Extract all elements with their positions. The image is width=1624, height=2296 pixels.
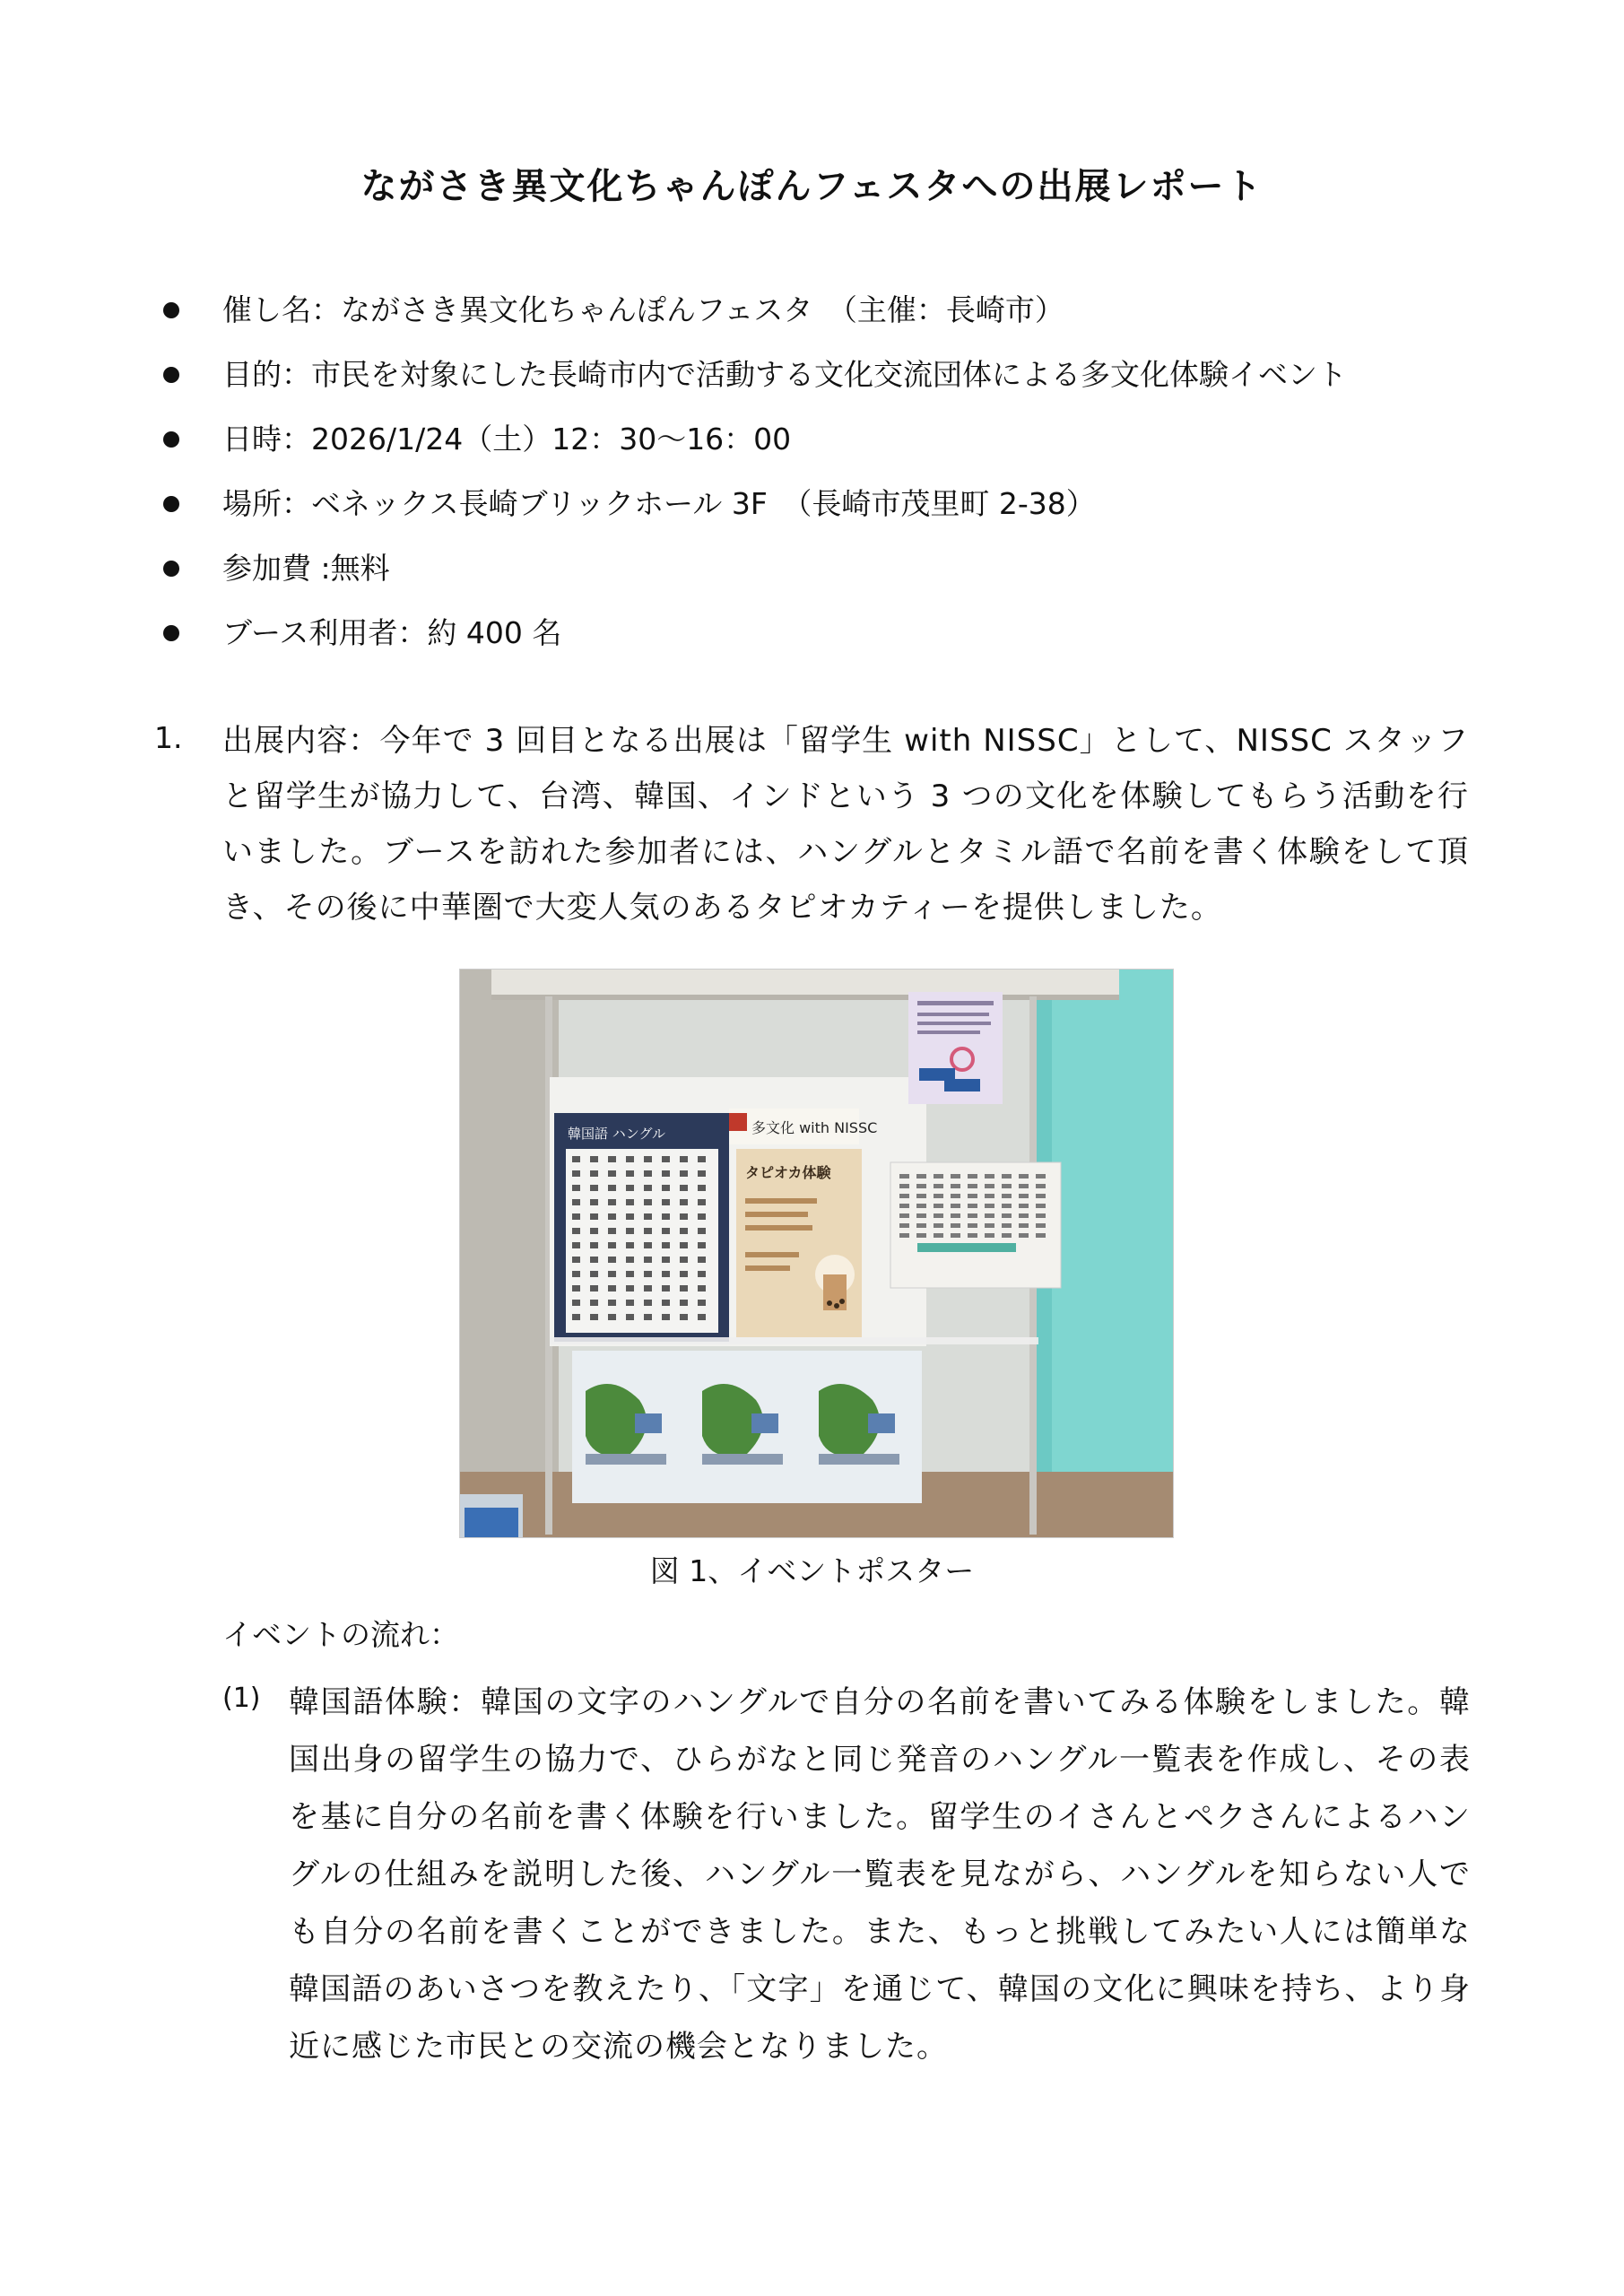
hangul-cell (698, 1271, 706, 1277)
tamil-cell (968, 1204, 977, 1208)
hangul-cell (680, 1185, 688, 1191)
tamil-cell (985, 1184, 994, 1188)
tapioca-poster (729, 1109, 877, 1337)
tamil-cell (934, 1174, 943, 1178)
hangul-cell (680, 1199, 688, 1205)
hangul-cell (698, 1300, 706, 1306)
hangul-cell (626, 1156, 634, 1162)
hangul-cell (608, 1185, 616, 1191)
hangul-cell (680, 1213, 688, 1220)
tamil-cell (934, 1233, 943, 1238)
hangul-cell (698, 1213, 706, 1220)
tamil-cell (985, 1213, 994, 1218)
hangul-cell (626, 1242, 634, 1248)
hangul-cell (608, 1170, 616, 1177)
hangul-cell (680, 1257, 688, 1263)
hangul-cell (608, 1228, 616, 1234)
tamil-cell (1002, 1223, 1012, 1228)
tamil-cell (934, 1204, 943, 1208)
tamil-cell (1002, 1204, 1012, 1208)
hangul-cell (572, 1156, 580, 1162)
tamil-cell (934, 1184, 943, 1188)
tamil-cell (951, 1194, 960, 1198)
hangul-cell (698, 1242, 706, 1248)
hangul-cell (572, 1185, 580, 1191)
hangul-cell (644, 1300, 652, 1306)
tamil-cell (1036, 1184, 1046, 1188)
hangul-cell (662, 1170, 670, 1177)
hangul-cell (644, 1314, 652, 1320)
tamil-cell (951, 1233, 960, 1238)
hangul-cell (644, 1228, 652, 1234)
event-fee: 参加費 :無料 (222, 551, 390, 586)
hangul-cell (572, 1285, 580, 1292)
hangul-cell (644, 1185, 652, 1191)
hangul-cell (590, 1300, 598, 1306)
hangul-cell (608, 1199, 616, 1205)
tamil-cell (934, 1194, 943, 1198)
tamil-cell (1002, 1213, 1012, 1218)
tamil-cell (1036, 1174, 1046, 1178)
tamil-cell (1002, 1233, 1012, 1238)
hangul-cell (680, 1156, 688, 1162)
hangul-cell (572, 1213, 580, 1220)
tamil-cell (1036, 1213, 1046, 1218)
hangul-cell (608, 1285, 616, 1292)
tamil-cell (951, 1204, 960, 1208)
hangul-cell (662, 1300, 670, 1306)
hangul-cell (662, 1213, 670, 1220)
tamil-cell (916, 1184, 926, 1188)
tamil-cell (951, 1174, 960, 1178)
hangul-cell (680, 1242, 688, 1248)
hangul-cell (680, 1285, 688, 1292)
hangul-cell (626, 1170, 634, 1177)
hangul-cell (698, 1199, 706, 1205)
event-attendance: ブース利用者：約 400 名 (222, 615, 562, 650)
hangul-cell (572, 1257, 580, 1263)
hangul-cell (698, 1314, 706, 1320)
hangul-cell (662, 1314, 670, 1320)
tamil-cell (916, 1233, 926, 1238)
tamil-cell (951, 1223, 960, 1228)
hangul-cell (662, 1285, 670, 1292)
hangul-poster-title: 韓国語 ハングル (568, 1126, 666, 1142)
hangul-cell (572, 1228, 580, 1234)
hangul-cell (572, 1300, 580, 1306)
bullet-icon (163, 367, 179, 383)
document-title: ながさき異文化ちゃんぽんフェスタへの出展レポート (360, 166, 1264, 207)
tamil-cell (1002, 1174, 1012, 1178)
hangul-cell (590, 1228, 598, 1234)
tamil-cell (1036, 1233, 1046, 1238)
tamil-cell (916, 1213, 926, 1218)
tamil-cell (899, 1233, 909, 1238)
hangul-cell (644, 1271, 652, 1277)
tamil-cell (899, 1174, 909, 1178)
tamil-cell (934, 1213, 943, 1218)
tamil-cell (1036, 1223, 1046, 1228)
tamil-cell (934, 1223, 943, 1228)
hangul-cell (626, 1228, 634, 1234)
tamil-cell (968, 1233, 977, 1238)
tamil-cell (1019, 1213, 1029, 1218)
hangul-cell (698, 1156, 706, 1162)
hangul-cell (590, 1242, 598, 1248)
hangul-cell (626, 1213, 634, 1220)
tamil-cell (968, 1194, 977, 1198)
hangul-cell (590, 1213, 598, 1220)
tamil-cell (899, 1194, 909, 1198)
hangul-cell (698, 1257, 706, 1263)
hangul-cell (626, 1300, 634, 1306)
hangul-cell (680, 1314, 688, 1320)
nissc-flyer (908, 992, 1003, 1104)
hangul-cell (698, 1228, 706, 1234)
tamil-cell (1019, 1184, 1029, 1188)
hangul-cell (626, 1285, 634, 1292)
event-purpose: 目的：市民を対象にした長崎市内で活動する文化交流団体による多文化体験イベント (222, 357, 1347, 392)
hangul-cell (680, 1300, 688, 1306)
tamil-cell (1002, 1194, 1012, 1198)
hangul-cell (608, 1271, 616, 1277)
hangul-cell (644, 1170, 652, 1177)
hangul-cell (662, 1156, 670, 1162)
tamil-cell (1019, 1223, 1029, 1228)
bullet-icon (163, 625, 179, 641)
tamil-cell (951, 1184, 960, 1188)
tamil-cell (1036, 1194, 1046, 1198)
hangul-cell (590, 1257, 598, 1263)
tamil-cell (985, 1194, 994, 1198)
tamil-cell (985, 1233, 994, 1238)
hangul-cell (608, 1242, 616, 1248)
tamil-cell (916, 1223, 926, 1228)
tamil-cell (899, 1204, 909, 1208)
tamil-poster (890, 1162, 1061, 1288)
tamil-cell (916, 1194, 926, 1198)
hangul-cell (626, 1199, 634, 1205)
hangul-cell (608, 1213, 616, 1220)
hangul-cell (680, 1228, 688, 1234)
hangul-cell (644, 1285, 652, 1292)
tamil-cell (1036, 1204, 1046, 1208)
hangul-cell (626, 1257, 634, 1263)
bullet-icon (163, 431, 179, 448)
hangul-cell (590, 1156, 598, 1162)
tamil-cell (1019, 1174, 1029, 1178)
hangul-poster (554, 1113, 729, 1342)
hangul-cell (644, 1257, 652, 1263)
tamil-cell (916, 1204, 926, 1208)
hangul-cell (590, 1170, 598, 1177)
hangul-cell (662, 1242, 670, 1248)
tamil-cell (968, 1184, 977, 1188)
hangul-cell (644, 1199, 652, 1205)
hangul-cell (572, 1242, 580, 1248)
tamil-cell (1019, 1233, 1029, 1238)
tamil-cell (985, 1204, 994, 1208)
hangul-cell (572, 1271, 580, 1277)
hangul-cell (608, 1257, 616, 1263)
hangul-cell (626, 1271, 634, 1277)
bullet-icon (163, 496, 179, 512)
hangul-cell (590, 1199, 598, 1205)
tamil-cell (1019, 1204, 1029, 1208)
tapioca-poster-title: タピオカ体験 (745, 1164, 831, 1181)
pamphlet-group (572, 1351, 922, 1503)
section-paragraph: 出展内容：今年で 3 回目となる出展は「留学生 with NISSC」として、NISSC スタッフと留学生が協力して、台湾、韓国、インドという 3 つの文化を体験してもらう活動を行いました。ブースを訪れた参加者には、ハングルとタミル語で名前を書く体験をして頂き、その後に中華圏で大変人気のあるタピオカティーを提供しました。 (222, 723, 1469, 926)
bullet-icon (163, 302, 179, 318)
hangul-cell (572, 1314, 580, 1320)
tamil-cell (968, 1174, 977, 1178)
item-number: (1) (222, 1683, 261, 1714)
section-number: 1. (154, 720, 183, 755)
hangul-cell (572, 1170, 580, 1177)
tamil-cell (1019, 1194, 1029, 1198)
event-name: 催し名：ながさき異文化ちゃんぽんフェスタ （主催：長崎市） (222, 292, 1064, 327)
hangul-cell (680, 1170, 688, 1177)
hangul-cell (698, 1185, 706, 1191)
tamil-cell (899, 1223, 909, 1228)
tamil-cell (899, 1213, 909, 1218)
hangul-cell (662, 1185, 670, 1191)
hangul-cell (698, 1170, 706, 1177)
figure-caption: 図 1、イベントポスター (649, 1553, 975, 1588)
event-venue: 場所：ベネックス長崎ブリックホール 3F （長崎市茂里町 2-38） (222, 486, 1096, 521)
tamil-cell (985, 1223, 994, 1228)
event-datetime: 日時：2026/1/24（土）12：30〜16：00 (222, 422, 792, 457)
tamil-cell (985, 1174, 994, 1178)
hangul-cell (662, 1271, 670, 1277)
banner-text: 多文化 with NISSC (751, 1119, 878, 1136)
bullet-icon (163, 561, 179, 577)
tamil-cell (916, 1174, 926, 1178)
hangul-cell (608, 1156, 616, 1162)
hangul-cell (608, 1300, 616, 1306)
tamil-cell (951, 1213, 960, 1218)
hangul-cell (626, 1314, 634, 1320)
tamil-cell (1002, 1184, 1012, 1188)
hangul-cell (644, 1156, 652, 1162)
hangul-cell (590, 1314, 598, 1320)
item-paragraph: 韓国語体験：韓国の文字のハングルで自分の名前を書いてみる体験をしました。韓国出身の留学生の協力で、ひらがなと同じ発音のハングル一覧表を作成し、その表を基に自分の名前を書く体験を行いました。留学生のイさんとペクさんによるハングルの仕組みを説明した後、ハングル一覧表を見ながら、ハングルを知らない人でも自分の名前を書くことができました。また、もっと挑戦してみたい人には簡単な韓国語のあいさつを教えたり、「文字」を通じて、韓国の文化に興味を持ち、より身近に感じた市民との交流の機会となりました。 (289, 1684, 1471, 2065)
hangul-cell (662, 1228, 670, 1234)
tamil-cell (968, 1213, 977, 1218)
flow-heading: イベントの流れ： (222, 1617, 459, 1652)
hangul-cell (608, 1314, 616, 1320)
hangul-cell (644, 1242, 652, 1248)
hangul-cell (590, 1185, 598, 1191)
event-poster-photo (459, 969, 1174, 1538)
hangul-cell (680, 1271, 688, 1277)
hangul-cell (590, 1285, 598, 1292)
hangul-cell (626, 1185, 634, 1191)
tamil-cell (968, 1223, 977, 1228)
hangul-cell (572, 1199, 580, 1205)
hangul-cell (698, 1285, 706, 1292)
tamil-cell (899, 1184, 909, 1188)
hangul-cell (662, 1257, 670, 1263)
hangul-cell (590, 1271, 598, 1277)
hangul-cell (662, 1199, 670, 1205)
hangul-cell (644, 1213, 652, 1220)
